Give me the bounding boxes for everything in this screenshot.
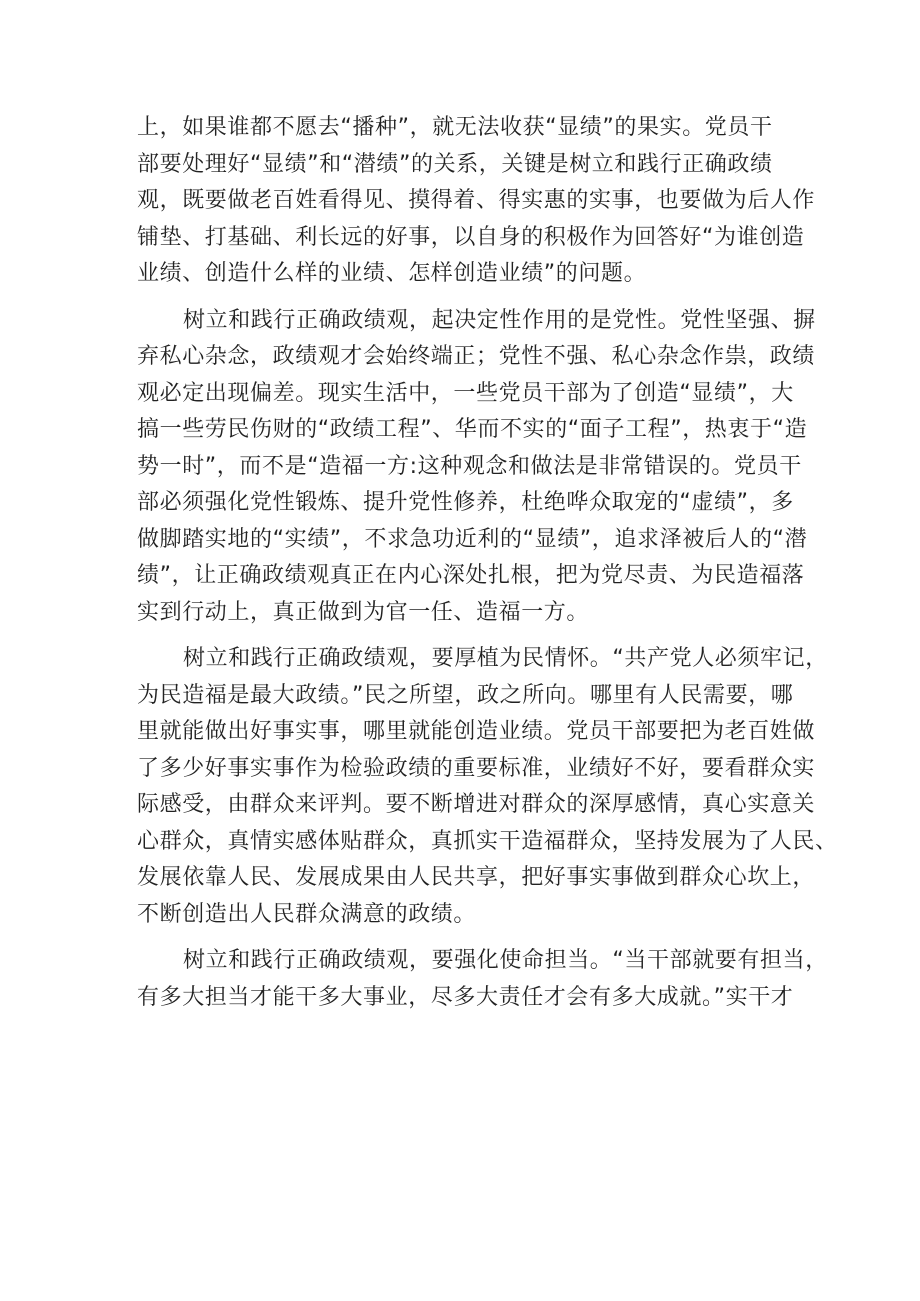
paragraph-2-line-6: 部必须强化党性锻炼、提升党性修养，杜绝哗众取宠的“虚绩”，多	[137, 490, 794, 515]
paragraph-2-line-2: 弃私心杂念，政绩观才会始终端正；党性不强、私心杂念作祟，政绩	[137, 344, 816, 369]
paragraph-4-line-1: 树立和践行正确政绩观，要强化使命担当。“当干部就要有担当，	[183, 948, 828, 973]
body-text	[137, 110, 838, 1016]
paragraph-3-line-4: 了多少好事实事作为检验政绩的重要标准，业绩好不好，要看群众实	[137, 755, 816, 781]
paragraph-1-line-1: 上，如果谁都不愿去“播种”，就无法收获“显绩”的果实。党员干	[137, 115, 773, 140]
paragraph-3-line-8: 不断创造出人民群众满意的政绩。	[137, 901, 477, 927]
paragraph-1-line-2: 部要处理好“显绩”和“潜绩”的关系，关键是树立和践行正确政绩	[137, 151, 773, 177]
paragraph-4-line-2: 有多大担当才能干多大事业，尽多大责任才会有多大成就。”实干才	[137, 984, 794, 1010]
paragraph-2-line-1: 树立和践行正确政绩观，起决定性作用的是党性。党性坚强、摒	[183, 307, 816, 333]
paragraph-3-line-5: 际感受，由群众来评判。要不断增进对群众的深厚感情，真心实意关	[137, 792, 816, 817]
paragraph-3-line-1: 树立和践行正确政绩观，要厚植为民情怀。“共产党人必须牢记，	[183, 646, 828, 671]
paragraph-3-line-7: 发展依靠人民、发展成果由人民共享，把好事实事做到群众心坎上，	[137, 865, 816, 890]
paragraph-2-line-5: 势一时”，而不是“造福一方:这种观念和做法是非常错误的。党员干	[137, 453, 802, 479]
paragraph-1-line-5: 业绩、创造什么样的业绩、怎样创造业绩”的问题。	[137, 261, 647, 286]
paragraph-1-line-4: 铺垫、打基础、利长远的好事，以自身的积极作为回答好“为谁创造	[137, 224, 805, 250]
paragraph-1-line-3: 观，既要做老百姓看得见、摸得着、得实惠的实事，也要做为后人作	[137, 188, 816, 213]
paragraph-2-line-3: 观必定出现偏差。现实生活中，一些党员干部为了创造“显绩”，大	[137, 380, 794, 406]
paragraph-2-line-4: 搞一些劳民伤财的“政绩工程”、华而不实的“面子工程”，热衷于“造	[137, 417, 808, 442]
paragraph-3-line-6: 心群众，真情实感体贴群众，真抓实干造福群众，坚持发展为了人民、	[137, 828, 838, 854]
paragraph-3-line-3: 里就能做出好事实事，哪里就能创造业绩。党员干部要把为老百姓做	[137, 719, 816, 744]
paragraph-2-line-7: 做脚踏实地的“实绩”，不求急功近利的“显绩”，追求泽被后人的“潜	[137, 526, 808, 552]
paragraph-2-line-8: 绩”，让正确政绩观真正在内心深处扎根，把为党尽责、为民造福落	[137, 563, 805, 588]
paragraph-3-line-2: 为民造福是最大政绩。”民之所望，政之所向。哪里有人民需要，哪	[137, 682, 794, 708]
paragraph-2-line-9: 实到行动上，真正做到为官一任、造福一方。	[137, 599, 590, 625]
